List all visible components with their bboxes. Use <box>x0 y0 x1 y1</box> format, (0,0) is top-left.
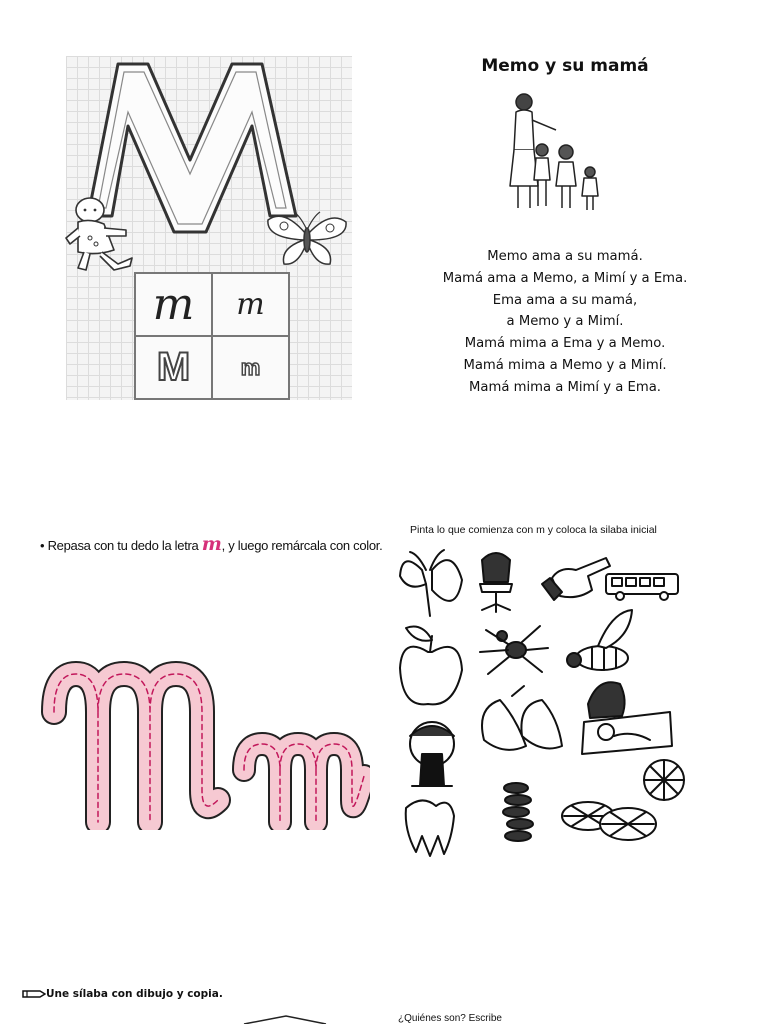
coins-picture <box>503 783 533 841</box>
mother-and-children-drawing <box>504 90 604 214</box>
butterfly-picture <box>400 550 462 616</box>
story-line: Mamá mima a Mimí y a Ema. <box>469 379 661 395</box>
cursive-uppercase-cell <box>136 274 213 337</box>
coloring-pictures <box>392 540 692 860</box>
who-instruction: ¿Quiénes son? Escribe <box>398 1013 502 1024</box>
pencil-icon <box>22 988 46 1000</box>
cursive-lowercase-m: m <box>236 287 265 322</box>
story-line: a Memo y a Mimí. <box>506 314 624 330</box>
tracing-instruction-text-end: , y luego remárcala con color. <box>221 538 383 553</box>
tracing-instruction-letter: m <box>201 533 222 555</box>
story-line: Memo ama a su mamá. <box>487 249 643 264</box>
story-text <box>405 246 725 399</box>
bus-picture <box>606 574 678 600</box>
bullet: • <box>40 538 45 553</box>
tracing-letters <box>40 650 370 830</box>
tooth-picture <box>406 800 454 856</box>
story-line: Mamá mima a Memo y a Mimí. <box>463 357 667 373</box>
tracing-instruction-text: Repasa con tu dedo la letra <box>47 538 202 553</box>
cursive-lowercase-cell <box>213 274 288 337</box>
hand-picture <box>542 558 610 600</box>
story-line: Mamá mima a Ema y a Memo. <box>464 336 666 352</box>
bells-picture <box>482 686 562 750</box>
doll-drawing <box>60 194 142 278</box>
cursive-uppercase-m: m <box>152 279 195 330</box>
story-line: Mamá ama a Memo, a Mimí y a Ema. <box>442 270 688 286</box>
story-title: Memo y su mamá <box>481 56 649 76</box>
letter-forms-grid <box>134 272 290 400</box>
chair-picture <box>480 553 512 612</box>
lemon-slices-picture <box>562 760 684 840</box>
print-uppercase-cell <box>136 337 213 398</box>
syllable-instruction: Une sílaba con dibujo y copia. <box>46 988 223 1000</box>
bee-picture <box>567 610 632 670</box>
apple-picture <box>400 627 462 705</box>
coloring-instruction: Pinta lo que comienza con m y coloca la silaba inicial <box>410 524 657 536</box>
mother-baby-picture <box>582 682 672 754</box>
spider-picture <box>480 626 548 674</box>
tracing-instruction <box>40 533 383 555</box>
story-line: Ema ama a su mamá, <box>492 292 638 308</box>
print-lowercase-cell <box>213 337 288 398</box>
print-uppercase-m: M <box>156 345 191 389</box>
butterfly-drawing <box>264 208 350 268</box>
print-lowercase-m: m <box>240 354 261 380</box>
boy-picture <box>410 722 454 786</box>
partial-drawing <box>240 1012 330 1024</box>
